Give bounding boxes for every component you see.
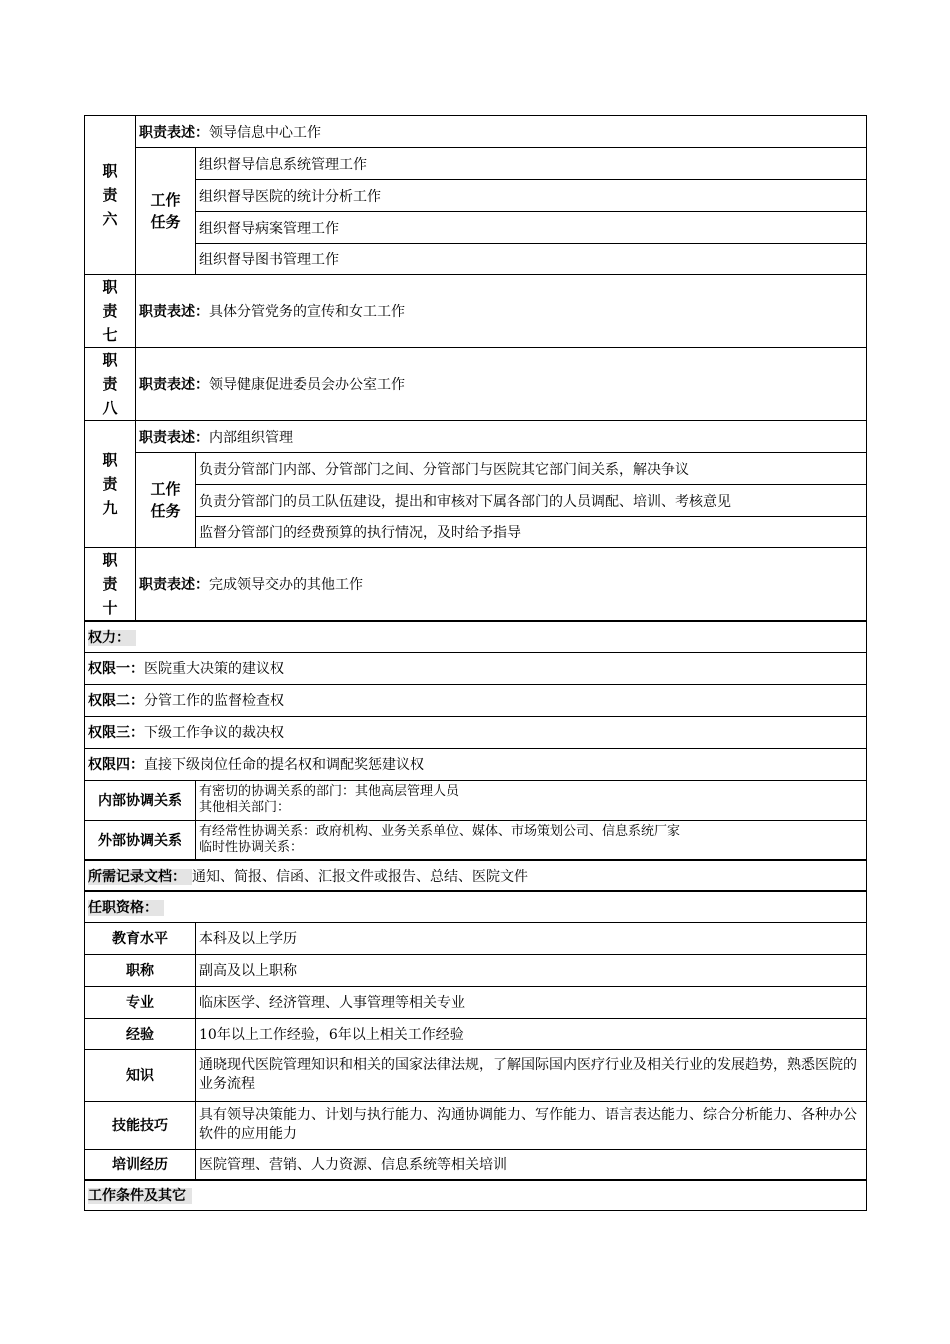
- duty9-label: 职 责 九: [85, 421, 136, 548]
- qual-value-skills: 具有领导决策能力、计划与执行能力、沟通协调能力、写作能力、语言表达能力、综合分析能力、各种办公软件的应用能力: [196, 1101, 867, 1149]
- duty6-task-4: 组织督导图书管理工作: [196, 244, 867, 275]
- qual-value-title: 副高及以上职称: [196, 954, 867, 986]
- internal-relation-label: 内部协调关系: [85, 780, 196, 820]
- duty10-label: 职 责 十: [85, 548, 136, 622]
- duty9-task-3: 监督分管部门的经费预算的执行情况，及时给予指导: [196, 517, 867, 548]
- power-item-2: 权限二：分管工作的监督检查权: [85, 684, 867, 716]
- qual-value-experience: 10年以上工作经验，6年以上相关工作经验: [196, 1018, 867, 1049]
- qual-label-training: 培训经历: [85, 1149, 196, 1180]
- power-item-4: 权限四：直接下级岗位任命的提名权和调配奖惩建议权: [85, 748, 867, 780]
- external-relation-label: 外部协调关系: [85, 820, 196, 860]
- duty6-desc-cell: 职责表述：领导信息中心工作: [136, 116, 867, 148]
- duty9-desc-cell: 职责表述：内部组织管理: [136, 421, 867, 453]
- qual-value-education: 本科及以上学历: [196, 922, 867, 954]
- job-description-table: [84, 115, 867, 1211]
- duty7-label: 职 责 七: [85, 275, 136, 348]
- duty6-task-2: 组织督导医院的统计分析工作: [196, 180, 867, 212]
- qual-label-title: 职称: [85, 954, 196, 986]
- power-title-cell: [85, 621, 867, 652]
- duty6-task-3: 组织督导病案管理工作: [196, 212, 867, 244]
- qualification-title-cell: [85, 891, 867, 922]
- qual-label-experience: 经验: [85, 1018, 196, 1049]
- power-item-3: 权限三：下级工作争议的裁决权: [85, 716, 867, 748]
- qual-label-skills: 技能技巧: [85, 1101, 196, 1149]
- qualification-title: 任职资格：: [88, 900, 164, 916]
- duty9-task-1: 负责分管部门内部、分管部门之间、分管部门与医院其它部门间关系，解决争议: [196, 453, 867, 485]
- records-label: 所需记录文档：: [88, 869, 192, 885]
- duty8-label: 职 责 八: [85, 348, 136, 421]
- conditions-title: 工作条件及其它: [88, 1188, 192, 1204]
- duty6-label: 职 责 六: [85, 116, 136, 275]
- duty6-task-label: 工作 任务: [136, 148, 196, 275]
- power-title: 权力：: [88, 630, 136, 646]
- duty8-desc-cell: 职责表述：领导健康促进委员会办公室工作: [136, 348, 867, 421]
- qual-value-training: 医院管理、营销、人力资源、信息系统等相关培训: [196, 1149, 867, 1180]
- duty7-desc-cell: 职责表述：具体分管党务的宣传和女工工作: [136, 275, 867, 348]
- duty9-task-2: 负责分管部门的员工队伍建设，提出和审核对下属各部门的人员调配、培训、考核意见: [196, 485, 867, 517]
- records-cell: [85, 860, 867, 891]
- duty9-task-label: 工作 任务: [136, 453, 196, 548]
- records-text: 通知、简报、信函、汇报文件或报告、总结、医院文件: [192, 868, 528, 885]
- qual-label-major: 专业: [85, 986, 196, 1018]
- external-relation-cell: 有经常性协调关系：政府机构、业务关系单位、媒体、市场策划公司、信息系统厂家 临时性协调关系：: [196, 820, 867, 860]
- qual-label-education: 教育水平: [85, 922, 196, 954]
- qual-value-major: 临床医学、经济管理、人事管理等相关专业: [196, 986, 867, 1018]
- internal-relation-cell: 有密切的协调关系的部门：其他高层管理人员 其他相关部门：: [196, 780, 867, 820]
- power-item-1: 权限一：医院重大决策的建议权: [85, 652, 867, 684]
- duty6-task-1: 组织督导信息系统管理工作: [196, 148, 867, 180]
- qual-value-knowledge: 通晓现代医院管理知识和相关的国家法律法规，了解国际国内医疗行业及相关行业的发展趋势，熟悉医院的业务流程: [196, 1049, 867, 1101]
- conditions-title-cell: [85, 1180, 867, 1210]
- duty10-desc-cell: 职责表述：完成领导交办的其他工作: [136, 548, 867, 622]
- qual-label-knowledge: 知识: [85, 1049, 196, 1101]
